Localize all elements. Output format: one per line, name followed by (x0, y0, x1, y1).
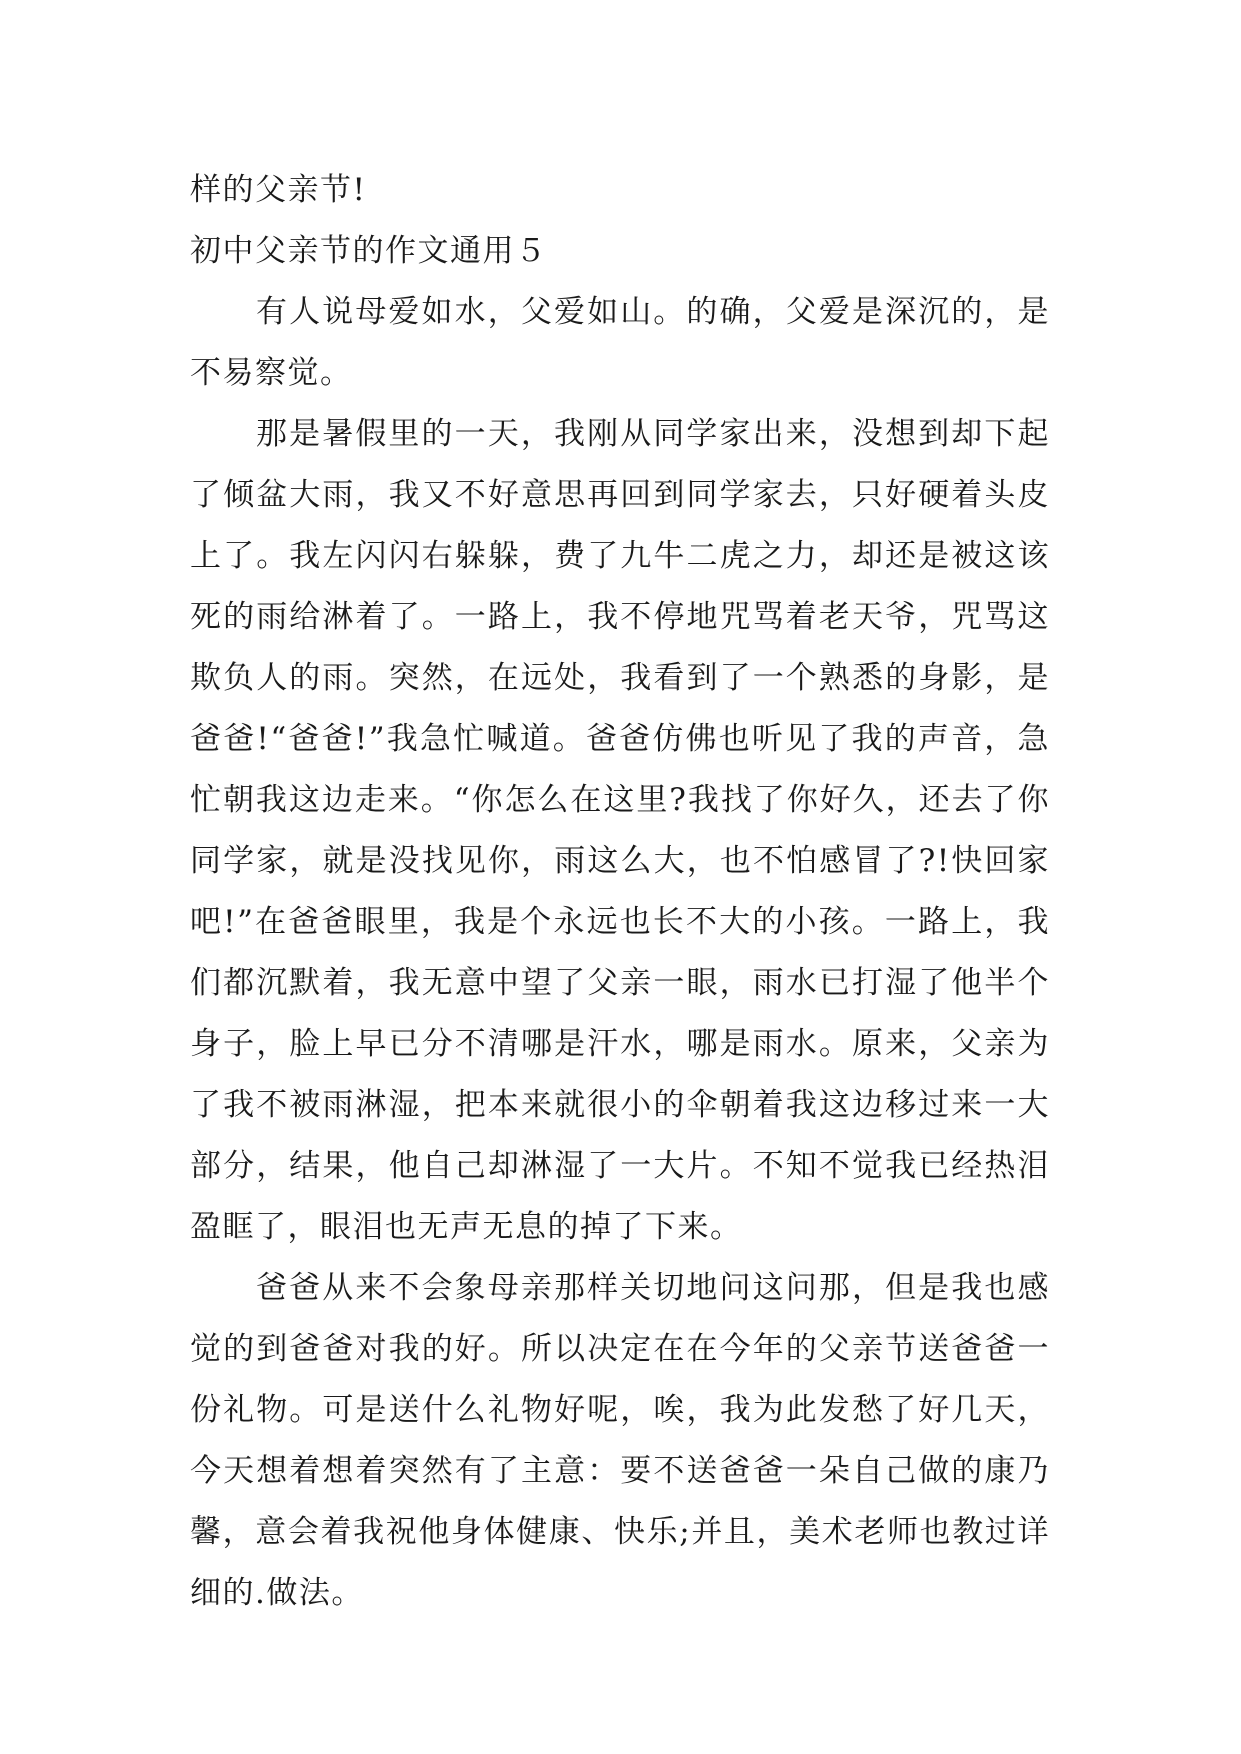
paragraph-1: 有人说母爱如水，父爱如山。的确，父爱是深沉的，是不易察觉。 (190, 294, 1050, 391)
paragraph-3: 爸爸从来不会象母亲那样关切地问这问那，但是我也感觉的到爸爸对我的好。所以决定在在今年的父亲节送爸爸一份礼物。可是送什么礼物好呢，唉，我为此发愁了好几天，今天想着想着突然有了主意：要不送爸爸一朵自己做的康乃馨，意会着我祝他身体健康、快乐;并且，美术老师也教过详细的.做法。 (190, 1270, 1050, 1611)
paragraph-2: 那是暑假里的一天，我刚从同学家出来，没想到却下起了倾盆大雨，我又不好意思再回到同学家去，只好硬着头皮上了。我左闪闪右躲躲，费了九牛二虎之力，却还是被这该死的雨给淋着了。一路上，我不停地咒骂着老天爷，咒骂这欺负人的雨。突然，在远处，我看到了一个熟悉的身影，是爸爸!“爸爸!”我急忙喊道。爸爸仿佛也听见了我的声音，急忙朝我这边走来。“你怎么在这里?我找了你好久，还去了你同学家，就是没找见你，雨这么大，也不怕感冒了?!快回家吧!”在爸爸眼里，我是个永远也长不大的小孩。一路上，我们都沉默着，我无意中望了父亲一眼，雨水已打湿了他半个身子，脸上早已分不清哪是汗水，哪是雨水。原来，父亲为了我不被雨淋湿，把本来就很小的伞朝着我这边移过来一大部分，结果，他自己却淋湿了一大片。不知不觉我已经热泪盈眶了，眼泪也无声无息的掉了下来。 (190, 416, 1050, 1245)
document-body (190, 160, 1050, 1624)
continued-line: 样的父亲节! (190, 172, 367, 208)
essay-title: 初中父亲节的作文通用５ (190, 233, 548, 269)
